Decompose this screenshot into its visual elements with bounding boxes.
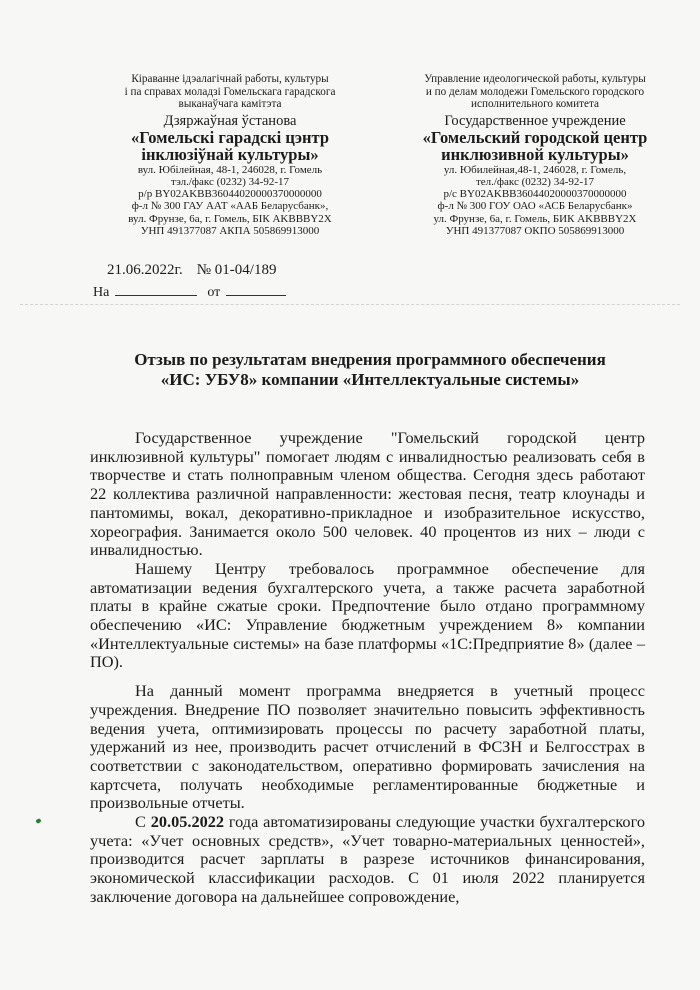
paragraph-implementation: На данный момент программа внедряется в учетный процесс учреждения. Внедрение ПО позволяет значительно повысить эффективность ведения учета, оптимизировать процессы по расчету заработной платы, удержаний из нее, производить расчет отчислений в ФСЗН и Белгосстрах в соответствии с законодательством, оперативно формировать зачисления на картсчета, получать необходимые регламентированные бюджетные и произвольные отчеты. bbox=[90, 681, 645, 813]
letterhead-russian bbox=[385, 73, 685, 237]
title-line: «ИС: УБУ8» компании «Интеллектуальные системы» bbox=[160, 370, 580, 390]
account-line: р/р BY02AKBB36044020000370000000 bbox=[138, 188, 322, 201]
parent-org-line: исполнительного комитета bbox=[471, 98, 599, 111]
institution-name: інклюзіўнай культуры» bbox=[141, 145, 319, 165]
phone-line: тэл./факс (0232) 34-92-17 bbox=[170, 175, 289, 188]
parent-org-line: и по делам молодежи Гомельского городского bbox=[425, 85, 645, 98]
reference-line bbox=[93, 283, 286, 301]
document-title bbox=[60, 350, 680, 391]
automation-date: 20.05.2022 bbox=[150, 812, 224, 832]
account-line: р/с BY02AKBB36044020000370000000 bbox=[443, 188, 627, 201]
paragraph-automation bbox=[90, 813, 645, 907]
reference-blank bbox=[115, 283, 197, 296]
letter-date: 21.06.2022г. bbox=[107, 262, 183, 278]
institution-name: «Гомельскі гарадскі цэнтр bbox=[131, 127, 329, 147]
scan-fold-line bbox=[20, 304, 680, 305]
paragraph-continuation: года автоматизированы следующие участки бухгалтерского учета: «Учет основных средств», «Учет товарно-материальных ценностей», производится расчет зарплаты в разрезе источников финансирования, экономической классификации расходов. С 01 июля 2022 планируется заключение договора на дальнейшее сопровождение, bbox=[90, 812, 645, 906]
document-body bbox=[90, 429, 645, 907]
paragraph-intro: Государственное учреждение "Гомельский городской центр инклюзивной культуры" помогает людям с инвалидностью реализовать себя в творчестве и стать полноправным членом общества. Сегодня здесь работают 22 коллектива различной направленности: жестовая песня, театр клоунады и пантомимы, вокал, декоративно-прикладное и изобразительное искусство, хореография. Занимается около 500 человек. 40 процентов из них – люди с инвалидностью. bbox=[90, 428, 645, 560]
paragraph-prefix: С bbox=[135, 812, 146, 832]
title-line: Отзыв по результатам внедрения программного обеспечения bbox=[134, 350, 606, 369]
paragraph-need: Нашему Центру требовалось программное обеспечение для автоматизации ведения бухгалтерского учета, а также расчета заработной платы в крайне сжатые сроки. Предпочтение было отдано программному обеспечению «ИС: Управление бюджетным учреждением 8» компании «Интеллектуальные системы» на базе платформы «1С:Предприятие 8» (далее – ПО). bbox=[90, 558, 645, 672]
from-blank bbox=[226, 283, 286, 296]
bank-line: ф-л № 300 ГАУ ААТ «ААБ Беларусбанк», bbox=[131, 200, 329, 213]
letter-number: № 01-04/189 bbox=[196, 262, 277, 278]
parent-org-line: выканаўчага камітэта bbox=[178, 98, 282, 111]
letterhead-belarusian bbox=[95, 73, 365, 237]
parent-org-line: Управление идеологической работы, культуры bbox=[424, 73, 646, 85]
tax-id-line: УНП 491377087 АКПА 505869913000 bbox=[140, 225, 320, 238]
parent-org-line: Кіраванне ідэалагічнай работы, культуры bbox=[131, 73, 329, 85]
institution-name: инклюзивной культуры» bbox=[441, 145, 629, 165]
bank-address-line: ул. Фрунзе, 6а, г. Гомель, БИК AKBBBY2X bbox=[433, 212, 637, 225]
reference-label: На bbox=[93, 285, 110, 300]
bank-address-line: вул. Фрунзе, 6а, г. Гомель, БІК AKBBBY2X bbox=[128, 212, 332, 225]
tax-id-line: УНП 491377087 ОКПО 505869913000 bbox=[445, 225, 625, 238]
institution-name: «Гомельский городской центр bbox=[422, 127, 648, 147]
phone-line: тел./факс (0232) 34-92-17 bbox=[475, 175, 595, 188]
institution-type: Государственное учреждение bbox=[444, 112, 626, 129]
bank-line: ф-л № 300 ГОУ ОАО «АСБ Беларусбанк» bbox=[437, 200, 633, 213]
parent-org-line: і па справах моладзі Гомельскага гарадскога bbox=[124, 85, 336, 98]
from-label: от bbox=[207, 285, 221, 300]
institution-type: Дзяржаўная ўстанова bbox=[163, 112, 297, 129]
address-line: вул. Юбілейная, 48-1, 246028, г. Гомель bbox=[137, 163, 323, 176]
address-line: ул. Юбилейная,48-1, 246028, г. Гомель, bbox=[443, 163, 627, 176]
registration-line bbox=[107, 262, 276, 279]
ink-mark bbox=[35, 818, 41, 824]
